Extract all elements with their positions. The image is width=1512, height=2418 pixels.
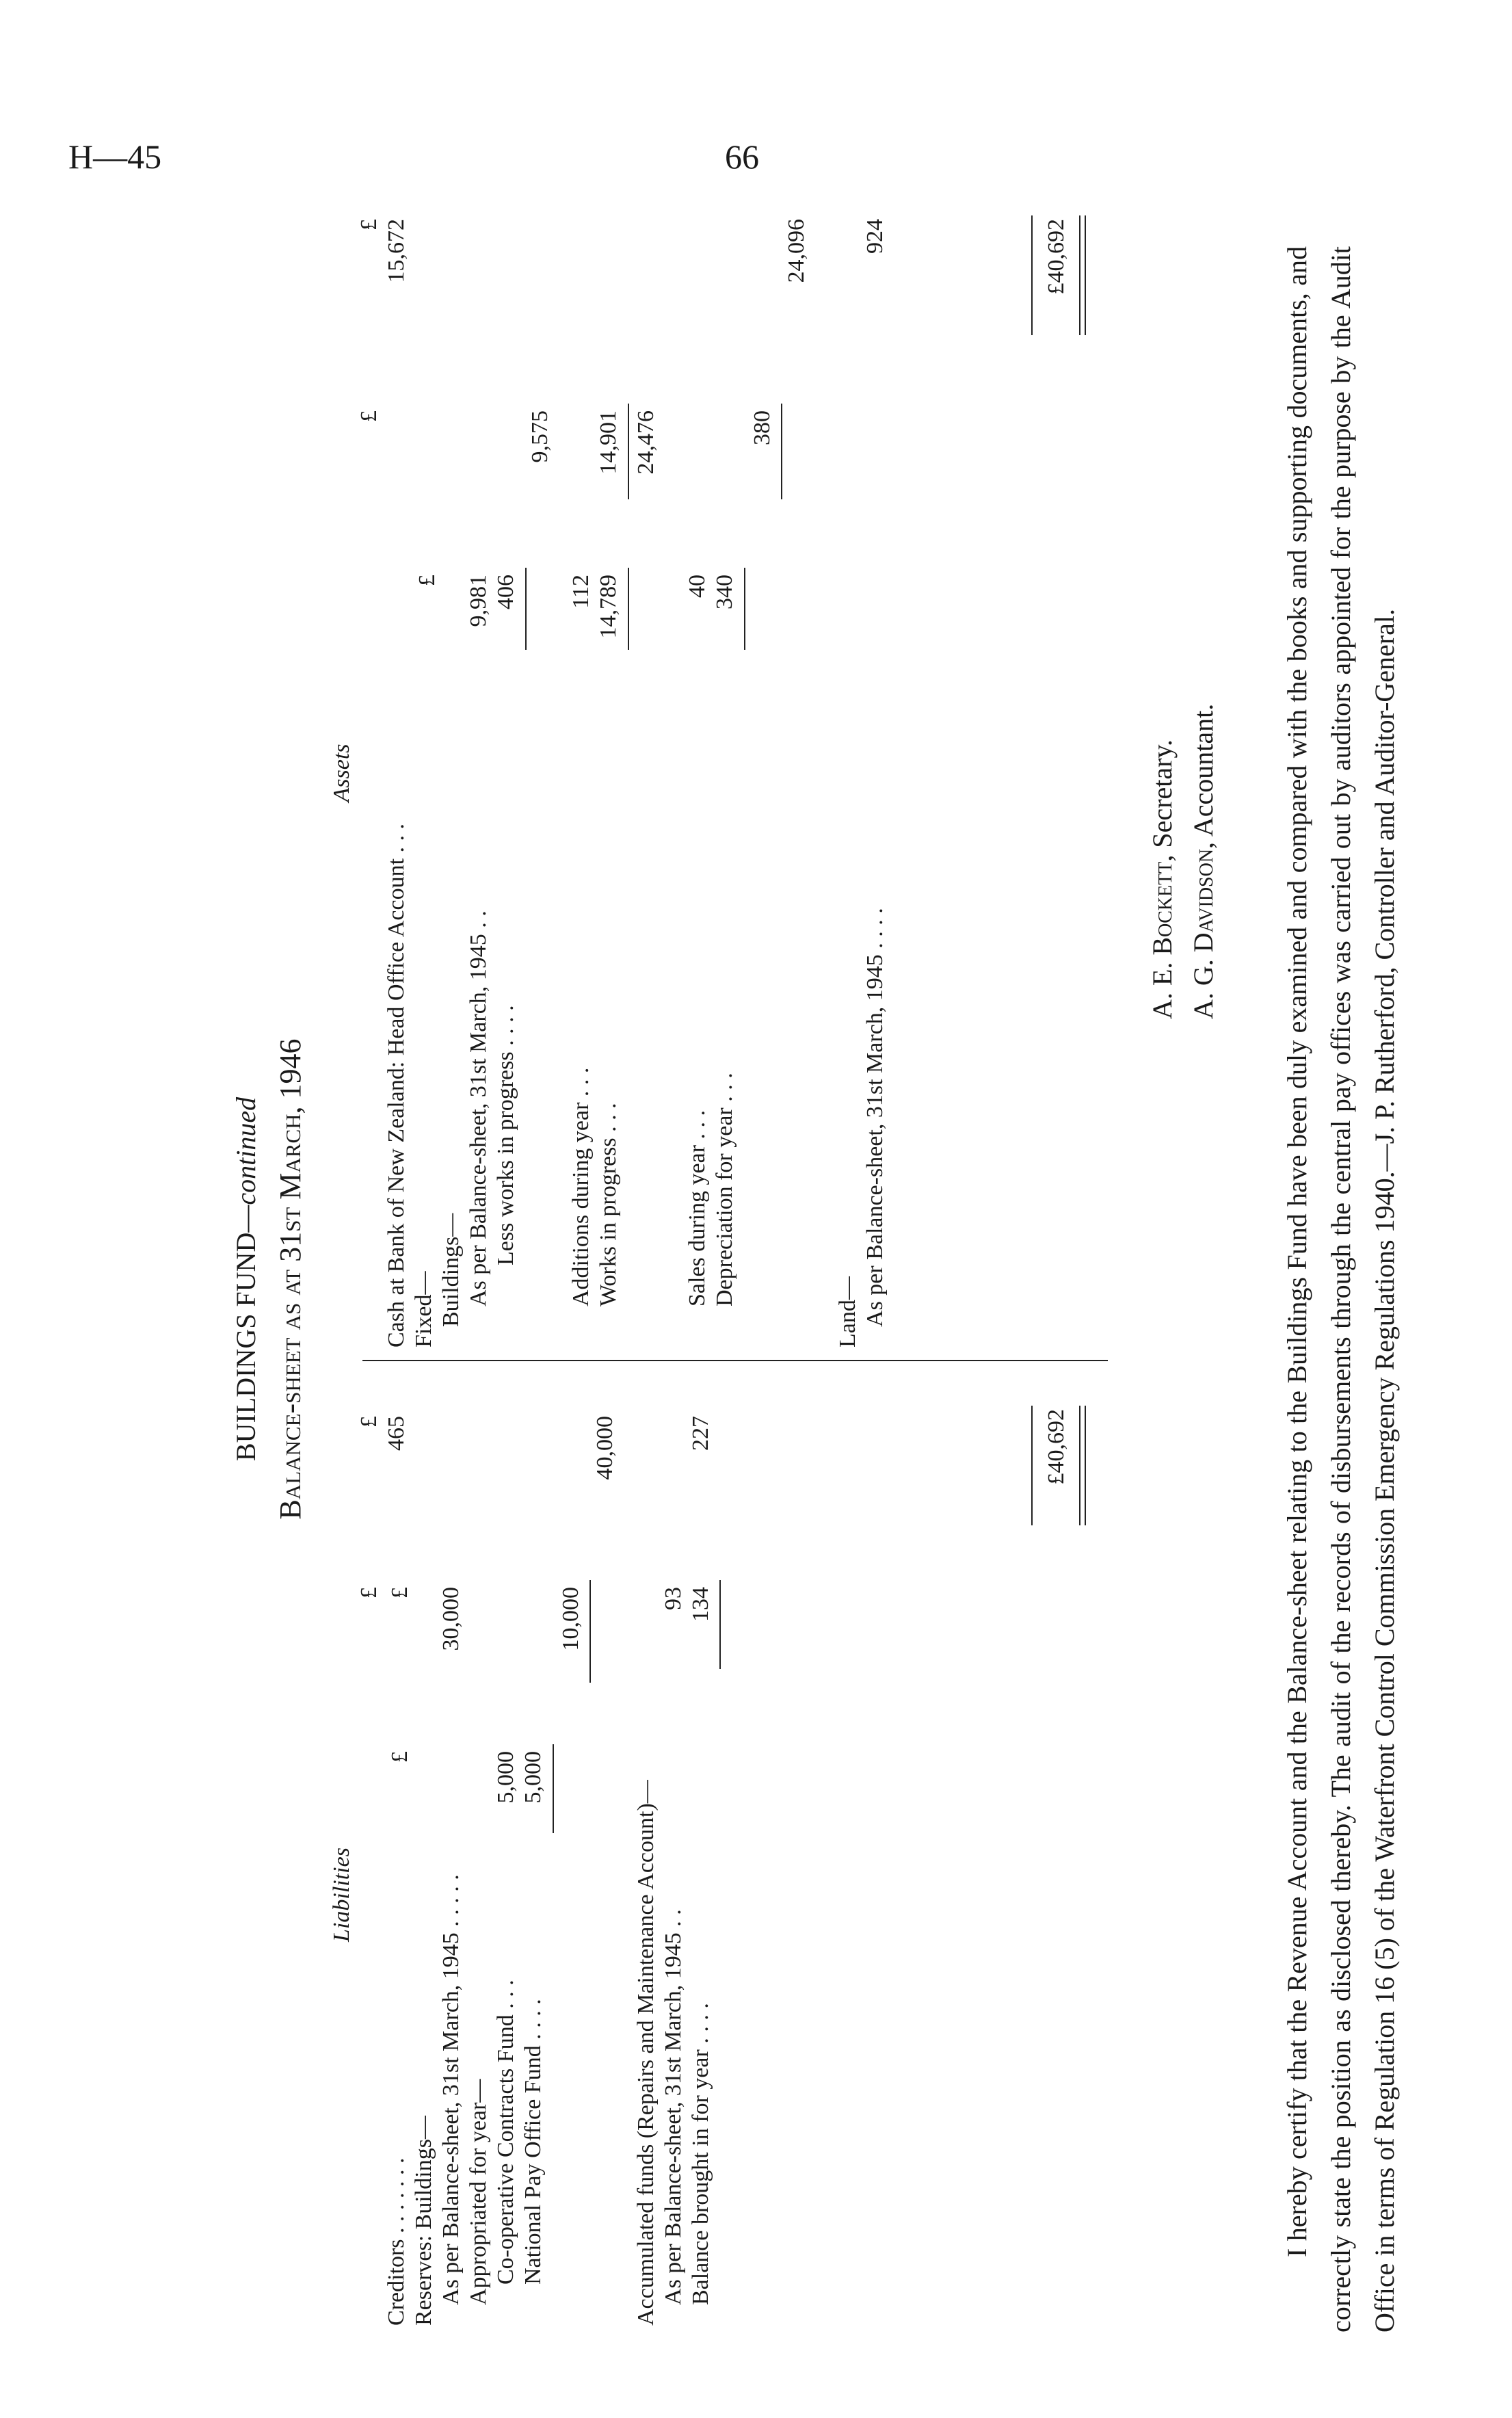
reserves-as-per-label: As per Balance-sheet, 31st March, 1945 (438, 1932, 464, 2305)
liab-col4-symbol: £ (356, 1416, 382, 1428)
signature-secretary (1149, 739, 1176, 1019)
b-wip-value: 14,789 (596, 575, 621, 639)
liab-grand-total-double-rule (1079, 1406, 1086, 1525)
b-depr-leader: . . . (712, 1073, 737, 1102)
liab-grand-total-rule (1031, 1406, 1033, 1525)
napo-leader: . . . . (520, 1999, 546, 2040)
column-divider (362, 1360, 1108, 1361)
b-wip-leader: . . . (596, 1103, 621, 1132)
b-less-wip-value: 406 (493, 575, 518, 609)
signature-accountant (1190, 704, 1217, 1019)
buildings-total: 24,096 (784, 219, 809, 283)
appropriated-total: 10,000 (558, 1587, 583, 1651)
land-row (862, 908, 889, 1327)
reserves-subtotal-rule (589, 1580, 591, 1683)
asset-grand-total-double-rule (1079, 215, 1086, 335)
accum-bs-row (660, 1909, 687, 2305)
reserves-as-per-value: 30,000 (438, 1587, 464, 1651)
page-number: 66 (725, 137, 759, 176)
liab-col3-symbol: £ (356, 1587, 382, 1599)
b-depr-row (711, 1073, 739, 1306)
b-sub2-rule (628, 404, 629, 499)
b-wip-label: Works in progress (596, 1138, 621, 1306)
coop-leader: . . . (493, 1980, 518, 2009)
accum-bs-leader: . . (661, 1909, 686, 1927)
appropriated-subtotal-rule (553, 1744, 554, 1833)
creditors-total: 465 (384, 1416, 409, 1451)
appropriated-label: Appropriated for year— (466, 2079, 491, 2305)
fixed-label: Fixed— (411, 1271, 436, 1348)
accum-bf-label: Balance brought in for year (688, 2049, 713, 2305)
b-as-per-label: As per Balance-sheet, 31st March, 1945 (466, 934, 491, 1306)
audit-certificate: I hereby certify that the Revenue Account and the Balance-sheet relating to the Buildings Fund have been duly examined and compared with the books and supporting documents, and correctly state the position as disclosed thereby. The audit of the records of disbursements through the central pay offices was carried out by auditors appointed for the purpose by the Audit Office in terms of Regulation 16 (5) of the Waterfront Control Commission Emergency Regulations 1940.—J. P. Rutherford, Controller and Auditor-General. (1282, 246, 1400, 2332)
b-depr-value: 340 (712, 575, 737, 609)
cash-label: Cash at Bank of New Zealand: Head Office Account (384, 858, 409, 1348)
fund-title (230, 219, 261, 2339)
b-deduct-rule (781, 404, 782, 499)
accountant-role: Accountant. (1188, 703, 1219, 837)
buildings-col2-symbol: £ (414, 575, 440, 586)
accountant-name: A. G. Davidson, (1188, 841, 1219, 1019)
accum-bf-leader: . . . . (688, 2003, 713, 2044)
b-sales-label: Sales during year (685, 1144, 710, 1306)
b-sub2-inner-rule (628, 568, 629, 650)
accum-bs-label: As per Balance-sheet, 31st March, 1945 (661, 1932, 686, 2305)
b-additions-value: 112 (568, 575, 594, 609)
appropriated-col2-symbol: £ (387, 1751, 412, 1763)
b-as-per-value: 9,981 (466, 575, 491, 627)
reserves-col3-symbol: £ (387, 1587, 412, 1599)
b-sub1-rule (525, 568, 527, 650)
asset-col4-symbol: £ (356, 219, 382, 231)
b-sales-value: 40 (685, 575, 710, 598)
fund-title-continued: continued (230, 1096, 261, 1205)
accum-total: 227 (688, 1416, 713, 1451)
b-depr-label: Depreciation for year (712, 1107, 737, 1306)
reserves-as-per-leader: . . . . . (438, 1874, 464, 1927)
land-label: Land— (835, 1276, 860, 1348)
secretary-name: A. E. Bockett, (1147, 854, 1178, 1019)
land-total: 924 (862, 219, 888, 254)
creditors-leader: . . . . . . . (384, 2157, 409, 2233)
b-sales-row (684, 1110, 711, 1306)
page-identifier: H—45 (68, 137, 162, 176)
asset-grand-total: £40,692 (1044, 219, 1069, 295)
land-as-per-label: As per Balance-sheet, 31st March, 1945 (862, 954, 888, 1327)
land-as-per-leader: . . . . (862, 908, 888, 949)
coop-value: 5,000 (493, 1751, 518, 1804)
accum-subtotal-rule (719, 1580, 721, 1669)
b-sub1: 9,575 (527, 410, 553, 463)
secretary-role: Secretary. (1147, 739, 1178, 848)
liab-grand-total: £40,692 (1044, 1409, 1069, 1485)
creditors-row (383, 2157, 410, 2326)
liabilities-heading: Liabilities (329, 1848, 354, 1942)
buildings-label: Buildings— (438, 1213, 464, 1327)
b-less-wip-leader: . . . . (493, 1005, 518, 1046)
b-sub2: 14,901 (596, 410, 621, 475)
cash-leader: . . . (384, 823, 409, 853)
b-additions-label: Additions during year (568, 1102, 594, 1306)
balance-sheet-title: Balance-sheet as at 31st March, 1946 (274, 1038, 307, 1520)
b-as-per-leader: . . (466, 910, 491, 928)
reserves-label: Reserves: Buildings— (411, 2116, 436, 2326)
b-sales-leader: . . . (685, 1109, 710, 1140)
coop-row (492, 1980, 520, 2285)
b-sub3: 24,476 (633, 410, 659, 475)
fund-title-text: BUILDINGS FUND— (230, 1205, 261, 1462)
asset-grand-total-rule (1031, 215, 1033, 335)
b-less-wip-label: Less works in progress (493, 1051, 518, 1265)
napo-label: National Pay Office Fund (520, 2045, 546, 2285)
b-as-per-row (465, 910, 492, 1306)
cash-row (383, 824, 410, 1348)
b-wip-row (595, 1103, 622, 1306)
asset-col3-symbol: £ (356, 410, 382, 422)
cash-total: 15,672 (384, 219, 409, 283)
napo-row (520, 1999, 547, 2285)
b-deduct: 380 (750, 410, 775, 445)
creditors-label: Creditors (384, 2239, 409, 2326)
coop-label: Co-operative Contracts Fund (493, 2014, 518, 2285)
assets-heading: Assets (329, 744, 354, 802)
accum-bf-value: 134 (688, 1587, 713, 1622)
accum-bf-row (687, 2003, 715, 2305)
b-additions-row (568, 1068, 595, 1306)
reserves-total: 40,000 (592, 1416, 618, 1480)
reserves-as-per-row (438, 1874, 465, 2305)
accum-label: Accumulated funds (Repairs and Maintenance Account)— (633, 1780, 659, 2326)
napo-value: 5,000 (520, 1751, 546, 1804)
balance-sheet-page (230, 219, 1512, 2339)
b-deduct-inner-rule (744, 568, 745, 650)
b-additions-leader: . . . (568, 1067, 594, 1097)
b-less-wip-row (492, 1005, 520, 1265)
accum-bs-value: 93 (661, 1587, 686, 1610)
